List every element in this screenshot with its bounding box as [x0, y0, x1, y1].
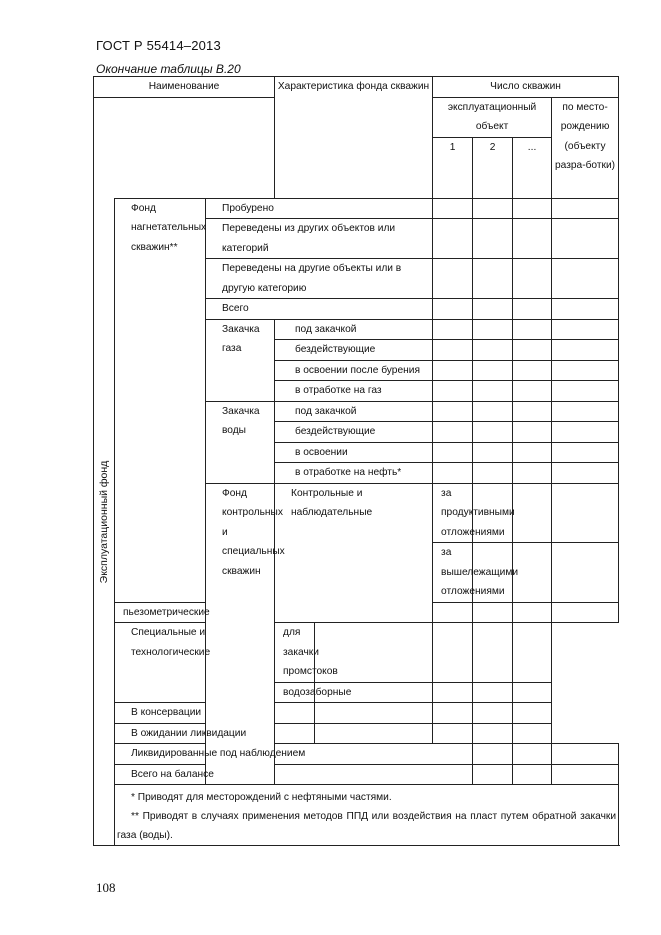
row-drilled: Пробурено	[206, 198, 433, 219]
row-conservation: В консервации	[115, 703, 315, 724]
page-number: 108	[96, 880, 116, 895]
col-header-count: Число скважин	[433, 77, 619, 98]
row-water-under-injection: под закачкой	[275, 401, 433, 422]
row-water-development: в освоении	[275, 442, 433, 463]
col-header-field: по место-рождению (объекту разра-ботки)	[552, 97, 619, 198]
row-transferred-from: Переведены из других объектов или категорий	[206, 219, 433, 259]
col-header-name-spacer	[94, 97, 275, 198]
row-special-waste-injection: для закачки промстоков	[275, 623, 315, 683]
well-stock-table	[93, 76, 619, 846]
row-special-water-intake: водозаборные	[275, 682, 315, 703]
row-injection-total: Всего	[206, 299, 433, 320]
document-header: ГОСТ Р 55414–2013	[96, 38, 221, 53]
col-header-name: Наименование	[94, 77, 275, 98]
footnote-2: ** Приводят в случаях применения методов ППД или воздействия на пласт путем обратной закачки газа (воды).	[117, 811, 617, 841]
subgroup-control-observation: Контрольные и наблюдательные	[275, 483, 433, 623]
subgroup-gas-injection: Закачка газа	[206, 319, 275, 401]
col-header-operational: эксплуатационный объект	[433, 97, 552, 137]
row-awaiting-liquidation: В ожидании ликвидации	[115, 723, 315, 744]
row-gas-working-off: в отработке на газ	[275, 381, 433, 402]
row-control-piezometric: пьезометрические	[115, 602, 206, 623]
row-gas-under-injection: под закачкой	[275, 319, 433, 340]
row-water-idle: бездействующие	[275, 422, 433, 443]
row-control-productive: за продуктивными отложениями	[433, 483, 473, 543]
subgroup-special-technological: Специальные и технологические	[115, 623, 275, 703]
table-caption: Окончание таблицы В.20	[96, 62, 241, 76]
group-injection-fund: Фонд нагнетательных скважин**	[115, 198, 206, 602]
col-header-n2: 2	[473, 137, 513, 157]
row-control-overlying: за вышележащими отложениями	[433, 543, 473, 603]
row-water-working-off: в отработке на нефть*	[275, 463, 433, 484]
group-control-special-fund: Фонд контрольных и специальных скважин	[206, 483, 275, 785]
row-liquidated-observed: Ликвидированные под наблюдением	[115, 744, 473, 765]
table-footnotes	[115, 785, 619, 846]
col-header-n3: ...	[513, 137, 552, 157]
side-label-operational-fund: Эксплуатационный фонд	[94, 198, 115, 846]
row-transferred-to: Переведены на другие объекты или в другую категорию	[206, 259, 433, 299]
row-gas-idle: бездействующие	[275, 340, 433, 361]
row-total-on-balance: Всего на балансе	[115, 764, 473, 785]
subgroup-water-injection: Закачка воды	[206, 401, 275, 483]
col-header-n1: 1	[433, 137, 473, 157]
row-gas-development: в освоении после бурения	[275, 360, 433, 381]
footnote-1: * Приводят для месторождений с нефтяными частями.	[131, 792, 392, 803]
col-header-characteristic: Характеристика фонда скважин	[275, 77, 433, 199]
